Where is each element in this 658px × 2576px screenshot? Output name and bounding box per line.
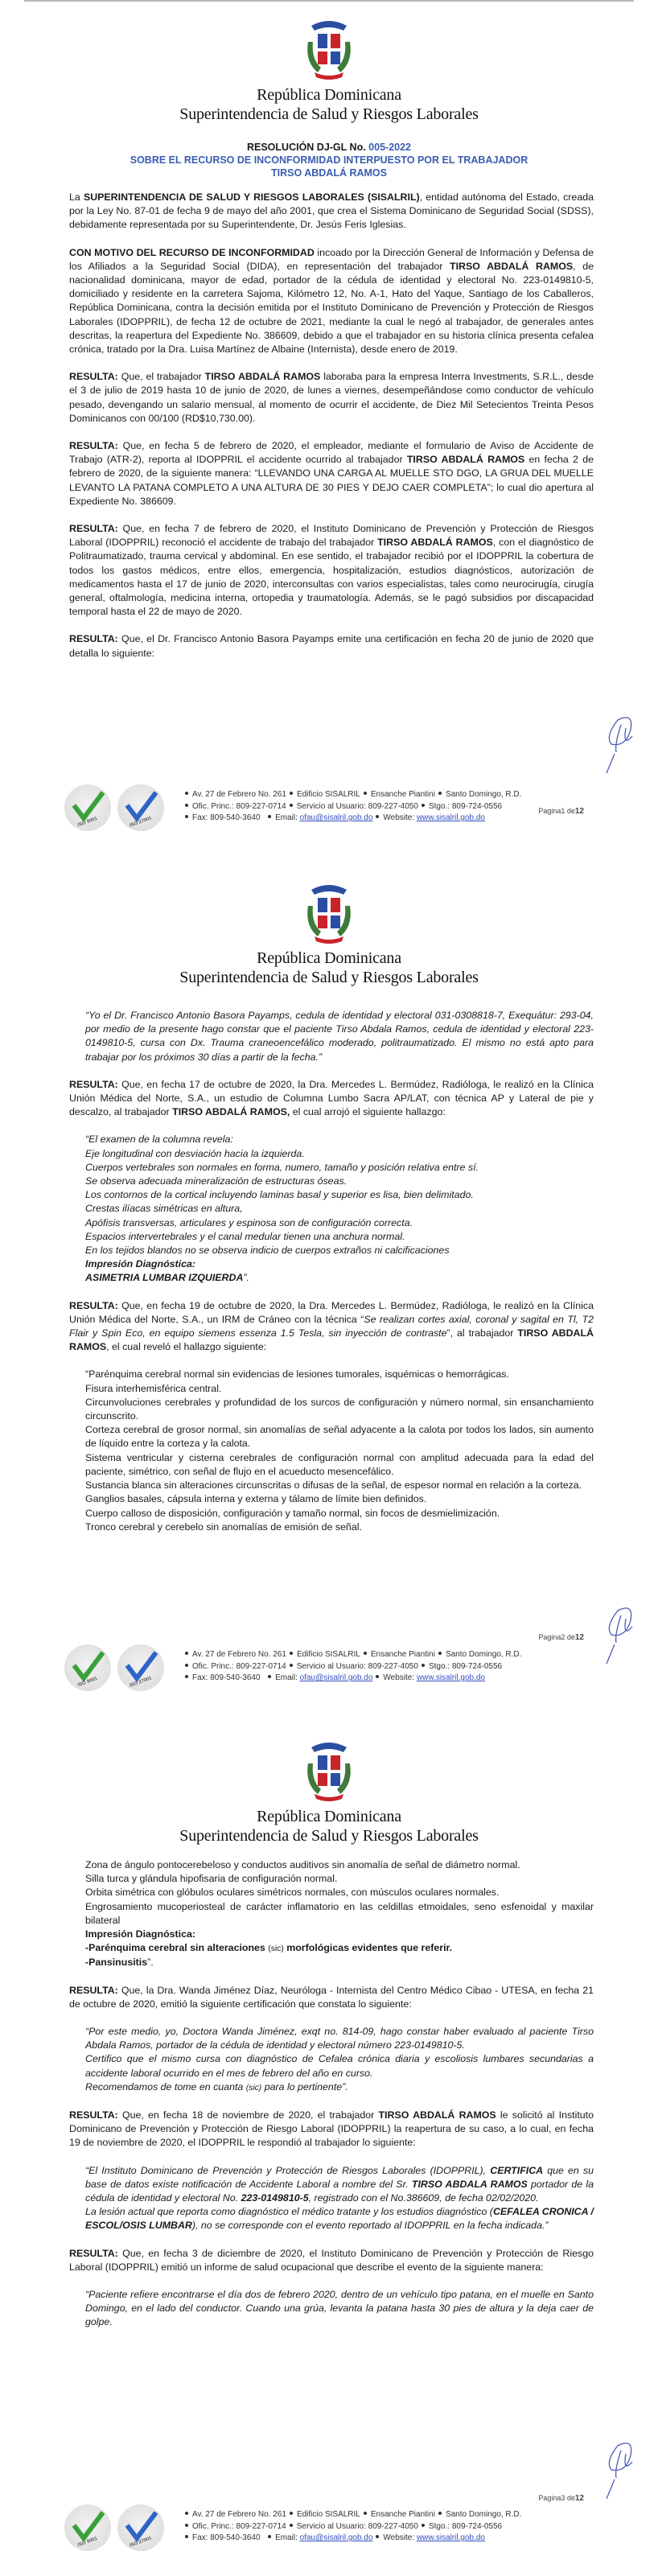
iso-27001-badge: ISO 27001 [117, 2504, 164, 2551]
quote-jimenez-certification: “Por este medio, yo, Doctora Wanda Jiménez, exqt no. 814-09, hago constar haber evaluado al paciente Tirso Abdala Ramos, portador de la cédula de identidad y electoral número 223-0149810-5. Certifico que el mismo cursa con diagnóstico de Cefalea crónica diaria y escoliosis lumbares secundarias a accidente laboral ocurrido en el mes de febrero del año en curso. Recomendamos de tome en cuanta (sic) para lo pertinente”. [85, 2026, 594, 2092]
page-3-body [69, 1858, 594, 2344]
page-1-body [69, 191, 594, 674]
iso-9001-badge: ISO 9001 [64, 2504, 111, 2551]
page-footer [64, 784, 579, 833]
resolution-prefix: RESOLUCIÓN DJ-GL No. [246, 142, 366, 153]
signature-icon [594, 1603, 642, 1667]
iso-27001-badge: ISO 27001 [117, 784, 164, 831]
resolution-subject-line1: SOBRE EL RECURSO DE INCONFORMIDAD INTERPUESTO POR EL TRABAJADOR [130, 154, 528, 166]
header-agency: Superintendencia de Salud y Riesgos Laborales [179, 105, 479, 123]
email-link[interactable]: ofau@sisalril.gob.do [299, 1673, 373, 1682]
page-footer [64, 2504, 579, 2553]
header-country: República Dominicana [257, 949, 401, 967]
coat-of-arms-icon [300, 882, 358, 946]
page-2-body [69, 1009, 594, 1548]
quote-basora-certification: “Yo el Dr. Francisco Antonio Basora Payamps, cedula de identidad y electoral 031-0308818-7, Exequátur: 293-04, por medio de la presente hago constar que el paciente Tirso Abdala Ramos, cedula de identidad y electoral 223-0149810-5, cursa con Dx. Trauma craneoencefálico moderado, politraumatizado. El mismo no está apto para trabajar por los próximos 30 días a partir de la fecha.” [85, 1010, 594, 1063]
paragraph-resulta-occupational-report: RESULTA: Que, en fecha 3 de diciembre de 2020, el Instituto Dominicano de Prevención y Protección de Riesgo Laboral (IDOPPRIL) emitió un informe de salud ocupacional que describe el evento de la siguiente manera: [69, 2247, 594, 2273]
email-link[interactable]: ofau@sisalril.gob.do [299, 813, 373, 822]
resolution-id: 005-2022 [368, 142, 411, 153]
paragraph-resulta-accident-report: RESULTA: Que, en fecha 5 de febrero de 2020, el empleador, mediante el formulario de Aviso de Accidente de Trabajo (ATR-2), reporta al IDOPPRIL el accidente ocurrido al trabajador TIRSO ABDALÁ RAMOS en fecha 2 de febrero de 2020, de la siguiente manera: “LLEVANDO UNA CARGA AL MUELLE STO DGO, LA GRUA DEL MUELLE LEVANTO LA PATANA COMPLETO A UNA ALTURA DE 30 PIES Y DEJO CAER COMPLETA”; lo cual dio apertura al Expediente No. 386609. [69, 440, 594, 507]
page-footer [64, 1644, 579, 1693]
signature-icon [594, 2438, 642, 2502]
header-agency: Superintendencia de Salud y Riesgos Laborales [179, 969, 479, 986]
page-number: Pagina3 de12 [538, 2494, 584, 2503]
paragraph-sisalril-intro: La SUPERINTENDENCIA DE SALUD Y RIESGOS LABORALES (SISALRIL), entidad autónoma del Estado, creada por la Ley No. 87-01 de fecha 9 de mayo del año 2001, que crea el Sistema Dominicano de Seguridad Social (SDSS), debidamente representada por su Superintendente, Dr. Jesús Feris Iglesias. [69, 191, 594, 231]
page-number: Pagina2 de12 [538, 1633, 584, 1642]
document-page-2 [0, 854, 658, 1730]
paragraph-resulta-mri: RESULTA: Que, en fecha 19 de octubre de 2020, la Dra. Mercedes L. Bermúdez, Radióloga, le realizó en la Clínica Unión Médica del Norte, S.A., un IRM de Cráneo con la técnica “Se realizan cortes axial, coronal y sagital en Tl, T2 Flair y Spin Eco, en equipo siemens essenza 1.5 Tesla, sin inyección de contraste”, al trabajador TIRSO ABDALÁ RAMOS, el cual reveló el hallazgo siguiente: [69, 1299, 594, 1353]
quote-occupational-report: “Paciente refiere encontrarse el día dos de febrero 2020, dentro de un vehículo tipo patana, en el muelle en Santo Domingo, en el lado del conductor. Cuando una grúa, levanta la patana hasta 30 pies de altura y la deja caer de golpe. [85, 2289, 594, 2328]
website-link[interactable]: www.sisalril.gob.do [416, 1673, 485, 1682]
page-number: Pagina1 de12 [538, 807, 584, 816]
header-agency: Superintendencia de Salud y Riesgos Laborales [179, 1827, 479, 1845]
header-country: República Dominicana [257, 1808, 401, 1825]
paragraph-resulta-recognition: RESULTA: Que, en fecha 7 de febrero de 2020, el Instituto Dominicano de Prevención y Protección de Riesgos Laboral (IDOPPRIL) reconoció el accidente de trabajo del trabajador TIRSO ABDALÁ RAMOS, con el diagnóstico de Politraumatizado, trauma cervical y abdominal. En ese sentido, el trabajador recibió por el IDOPPRIL la cobertura de todos los gastos médicos, entre ellos, emergencia, hospitalización, estudios diagnósticos, autorización de medicamentos hasta el 17 de junio de 2020, interconsultas con varios especialistas, tales como neurocirugía, cirugía general, oftalmología, medicina interna, ortopedia y traumatología. Además, se le pagó subsidios por discapacidad temporal hasta el 22 de mayo de 2020. [69, 523, 594, 618]
paragraph-resulta-employment: RESULTA: Que, el trabajador TIRSO ABDALÁ RAMOS laboraba para la empresa Interra Investments, S.R.L., desde el 3 de julio de 2019 hasta 10 de junio de 2020, de lunes a viernes, desempeñándose como conductor de vehículo pesado, devengando un salario mensual, al momento de ocurrir el accidente, de Diez Mil Setecientos Treinta Pesos Dominicanos con 00/100 (RD$10,730.00). [69, 371, 594, 424]
paragraph-resulta-neurologist: RESULTA: Que, la Dra. Wanda Jiménez Díaz, Neuróloga - Internista del Centro Médico Cibao - UTESA, en fecha 21 de octubre de 2020, emitió la siguiente certificación que constata lo siguiente: [69, 1984, 594, 2010]
paragraph-resulta-reopening-request: RESULTA: Que, en fecha 18 de noviembre de 2020, el trabajador TIRSO ABDALÁ RAMOS le solicitó al Instituto Dominicano de Prevención y Protección de Riesgo Laboral (IDOPPRIL) la reapertura de su caso, a lo cual, en fecha 19 de noviembre de 2020, el IDOPPRIL le respondió al trabajador lo siguiente: [69, 2109, 594, 2149]
paragraph-recurso: CON MOTIVO DEL RECURSO DE INCONFORMIDAD incoado por la Dirección General de Información y Defensa de los Afiliados a la Seguridad Social (DIDA), en representación del trabajador TIRSO ABDALÁ RAMOS, de nacionalidad dominicana, mayor de edad, portador de la cédula de identidad y electoral No. 223-0149810-5, domiciliado y residente en la carretera Sajoma, Kilómetro 12, No. A-1, Hato del Yaque, Santiago de los Caballeros, República Dominicana, contra la decisión emitida por el Instituto Dominicano de Prevención y Protección de Riesgos Laborales (IDOPPRIL), de fecha 12 de octubre de 2021, mediante la cual le negó al trabajador, de generales antes descritas, la reapertura del Expediente No. 386609, debido a que el trabajador en su historia clínica presenta cefalea crónica, tratado por la Dra. Luisa Martínez de Albaine (Internista), desde enero de 2019. [69, 246, 594, 356]
quote-mri-findings: “Parénquima cerebral normal sin evidencias de lesiones tumorales, isquémicas o hemorrágicas. Fisura interhemisférica central. Circunvoluciones cerebrales y profundidad de los surcos de configuración y número normal, sin ensanchamiento circunscrito. Corteza cerebral de grosor normal, sin anomalías de señal adyacente a la calota por todos los lados, sin aumento de líquido entre la corteza y la calota. Sistema ventricular y cisterna cerebrales de configuración normal con amplitud adecuada para la edad del paciente, simétrico, con señal de flujo en el acueducto mesencefálico. Sustancia blanca sin alteraciones circunscritas o difusas de la señal, de espesor normal en relación a la corteza. Ganglios basales, cápsula interna y externa y tálamo de límite bien definidos. Cuerpo calloso de disposición, configuración y tamaño normal, sin focos de desmielimización. Tronco cerebral y cerebelo sin anomalías de emisión de señal. [85, 1368, 594, 1533]
page-edge-divider [24, 0, 634, 2]
paragraph-resulta-lumbar-study: RESULTA: Que, en fecha 17 de octubre de 2020, la Dra. Mercedes L. Bermúdez, Radióloga, le realizó en la Clínica Unión Médica del Norte, S.A., un estudio de Columna Lumbo Sacra AP/LAT, con técnica AP y Lateral de pie y descalzo, al trabajador TIRSO ABDALÁ RAMOS, el cual arrojó el siguiente hallazgo: [69, 1078, 594, 1118]
resolution-number [0, 142, 658, 154]
iso-9001-badge: ISO 9001 [64, 784, 111, 831]
footer-contact: Av. 27 de Febrero No. 261 Edificio SISALRIL Ensanche Piantini Santo Domingo, R.D. Ofic. Princ.: 809-227-0714 Servicio al Usuario: 809-227-4050 Stgo.: 809-724-0556 Fax: 809-540-3640 Email: ofau@sisalril.gob.do Website: www.sisalril.gob.do [182, 1649, 521, 1685]
quote-lumbar-findings: “El examen de la columna revela: Eje longitudinal con desviación hacia la izquierda. Cuerpos vertebrales son normales en forma, numero, tamaño y posición relativa entre sí. Se observa adecuada mineralización de estructuras óseas. Los contornos de la cortical incluyendo laminas basal y superior es lisa, bien delimitado. Crestas ilíacas simétricas en altura, Apófisis transversas, articulares y espinosa son de configuración correcta. Espacios intervertebrales y el canal medular tienen una anchura normal. En los tejidos blandos no se observa indicio de cuerpos extraños ni calcificaciones Impresión Diagnóstica: ASIMETRIA LUMBAR IZQUIERDA”. [85, 1134, 479, 1284]
resolution-subject-line2: TIRSO ABDALÁ RAMOS [271, 167, 387, 179]
iso-27001-badge: ISO 27001 [117, 1644, 164, 1691]
quote-mri-findings-continued: Zona de ángulo pontocerebeloso y conductos auditivos sin anomalía de señal de diámetro normal. Silla turca y glándula hipofisaria de configuración normal. Orbita simétrica con glóbulos oculares simétricos normales, con músculos oculares normales. Engrosamiento mucoperiosteal de carácter inflamatorio en las celdillas etmoidales, seno esfenoidal y maxilar bilateral Impresión Diagnóstica: -Parénquima cerebral sin alteraciones (sic) morfológicas evidentes que referir. -Pansinusitis”. [85, 1859, 594, 1969]
quote-idoppril-response: “El Instituto Dominicano de Prevención y Protección de Riesgos Laborales (IDOPPRIL), CERTIFICA que en su base de datos existe notificación de Accidente Laboral a nombre del Sr. TIRSO ABDALA RAMOS portador de la cédula de identidad y electoral No. 223-0149810-5, registrado con el No.386609, de fecha 02/02/2020. La lesión actual que reporta como diagnóstico el médico tratante y los estudios diagnóstico (CEFALEA CRONICA / ESCOL/OSIS LUMBAR), no se corresponde con el evento reportado al IDOPPRIL en la fecha indicada.” [85, 2164, 594, 2232]
website-link[interactable]: www.sisalril.gob.do [416, 813, 485, 822]
email-link[interactable]: ofau@sisalril.gob.do [299, 2533, 373, 2542]
signature-icon [594, 712, 642, 776]
header-country: República Dominicana [257, 86, 401, 104]
coat-of-arms-icon [300, 18, 358, 82]
document-page-1 [0, 0, 658, 854]
document-page-3 [0, 1730, 658, 2576]
footer-contact: Av. 27 de Febrero No. 261 Edificio SISALRIL Ensanche Piantini Santo Domingo, R.D. Ofic. Princ.: 809-227-0714 Servicio al Usuario: 809-227-4050 Stgo.: 809-724-0556 Fax: 809-540-3640 Email: ofau@sisalril.gob.do Website: www.sisalril.gob.do [182, 789, 521, 825]
footer-contact: Av. 27 de Febrero No. 261 Edificio SISALRIL Ensanche Piantini Santo Domingo, R.D. Ofic. Princ.: 809-227-0714 Servicio al Usuario: 809-227-4050 Stgo.: 809-724-0556 Fax: 809-540-3640 Email: ofau@sisalril.gob.do Website: www.sisalril.gob.do [182, 2509, 521, 2545]
website-link[interactable]: www.sisalril.gob.do [416, 2533, 485, 2542]
coat-of-arms-icon [300, 1739, 358, 1804]
paragraph-resulta-certification: RESULTA: Que, el Dr. Francisco Antonio Basora Payamps emite una certificación en fecha 20 de junio de 2020 que detalla lo siguiente: [69, 633, 594, 659]
iso-9001-badge: ISO 9001 [64, 1644, 111, 1691]
